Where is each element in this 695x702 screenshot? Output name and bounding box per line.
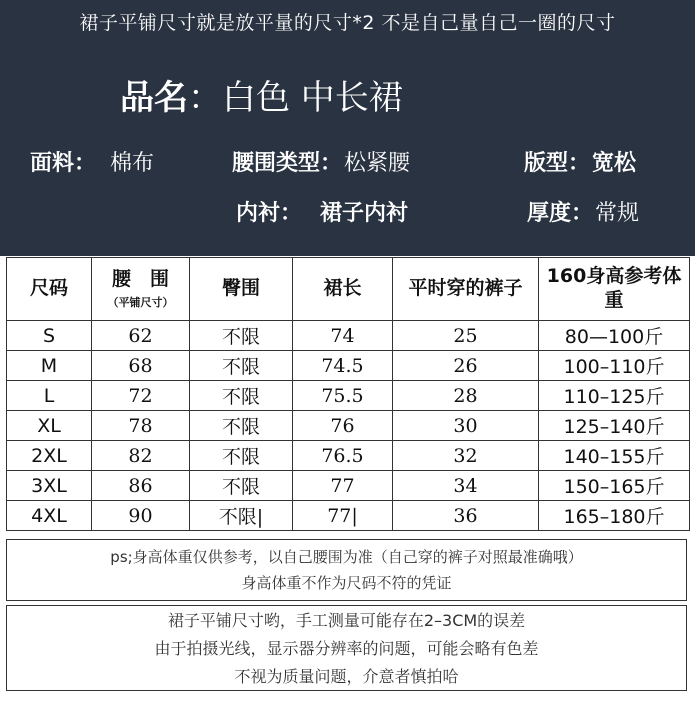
cell-length: 77| (293, 501, 393, 531)
cell-waist: 90 (92, 501, 190, 531)
header-waist-label: 腰 围 (111, 268, 169, 291)
disclaimer-box-1 (6, 539, 687, 601)
product-info-header (0, 0, 695, 256)
cell-waist: 82 (92, 441, 190, 471)
cell-hip: 不限 (190, 351, 293, 381)
cell-size: L (7, 381, 92, 411)
cell-size: M (7, 351, 92, 381)
header-size: 尺码 (7, 258, 92, 321)
header-hip: 臀围 (190, 258, 293, 321)
cell-length: 77 (293, 471, 393, 501)
cell-pants: 34 (393, 471, 539, 501)
fabric-value: 棉布 (110, 151, 155, 176)
cell-waist: 72 (92, 381, 190, 411)
lining-value: 裙子内衬 (320, 201, 409, 226)
cell-hip: 不限 (190, 441, 293, 471)
disclaimer-line-2: 身高体重不作为尺码不符的凭证 (241, 574, 452, 592)
cell-weight: 100–110斤 (539, 351, 690, 381)
cell-waist: 68 (92, 351, 190, 381)
cell-hip: 不限| (190, 501, 293, 531)
cell-waist: 62 (92, 321, 190, 351)
cell-length: 76 (293, 411, 393, 441)
header-waist (92, 258, 190, 321)
waist-type-value: 松紧腰 (344, 151, 411, 176)
table-row (7, 351, 690, 381)
cell-weight: 150–165斤 (539, 471, 690, 501)
product-name (120, 70, 403, 119)
cell-hip: 不限 (190, 471, 293, 501)
cell-size: S (7, 321, 92, 351)
disclaimer-box-2 (6, 605, 687, 691)
cell-length: 74 (293, 321, 393, 351)
measurement-notice: 裙子平铺尺寸就是放平量的尺寸*2 不是自己量自己一圈的尺寸 (79, 12, 616, 34)
cell-size: XL (7, 411, 92, 441)
fabric-attr (30, 146, 154, 177)
cell-waist: 86 (92, 471, 190, 501)
table-header-row (7, 258, 690, 321)
cell-pants: 30 (393, 411, 539, 441)
table-row (7, 411, 690, 441)
fit-label: 版型： (524, 151, 591, 176)
cell-weight: 125–140斤 (539, 411, 690, 441)
cell-hip: 不限 (190, 411, 293, 441)
cell-waist: 78 (92, 411, 190, 441)
cell-size: 2XL (7, 441, 92, 471)
fit-value: 宽松 (592, 151, 637, 176)
cell-weight: 110–125斤 (539, 381, 690, 411)
cell-hip: 不限 (190, 381, 293, 411)
product-name-value: ：白色 中长裙 (188, 78, 403, 118)
fit-attr (524, 146, 636, 177)
size-chart-table (6, 257, 690, 531)
header-weight: 160身高参考体重 (539, 258, 690, 321)
cell-hip: 不限 (190, 321, 293, 351)
cell-size: 3XL (7, 471, 92, 501)
waist-type-attr (232, 146, 410, 177)
waist-type-label: 腰围类型： (232, 151, 343, 176)
table-row (7, 381, 690, 411)
cell-weight: 140–155斤 (539, 441, 690, 471)
cell-length: 76.5 (293, 441, 393, 471)
disclaimer-line-3: 裙子平铺尺寸哟，手工测量可能存在2–3CM的误差 (167, 611, 526, 630)
header-waist-sub: （平铺尺寸） (107, 296, 174, 309)
cell-weight: 165–180斤 (539, 501, 690, 531)
lining-label: 内衬： (236, 201, 303, 226)
lining-attr (236, 196, 408, 227)
table-row (7, 471, 690, 501)
disclaimer-line-4: 由于拍摄光线，显示器分辨率的问题，可能会略有色差 (154, 639, 539, 658)
thickness-value: 常规 (595, 201, 640, 226)
fabric-label: 面料： (30, 151, 97, 176)
cell-length: 75.5 (293, 381, 393, 411)
cell-pants: 28 (393, 381, 539, 411)
disclaimer-line-1: ps;身高体重仅供参考，以自己腰围为准（自己穿的裤子对照最准确哦） (110, 548, 583, 566)
disclaimer-line-5: 不视为质量问题，介意者慎拍哈 (234, 667, 459, 686)
cell-weight: 80—100斤 (539, 321, 690, 351)
cell-size: 4XL (7, 501, 92, 531)
cell-pants: 36 (393, 501, 539, 531)
cell-pants: 32 (393, 441, 539, 471)
cell-pants: 26 (393, 351, 539, 381)
product-name-label: 品名 (120, 78, 188, 118)
cell-length: 74.5 (293, 351, 393, 381)
cell-pants: 25 (393, 321, 539, 351)
table-row (7, 501, 690, 531)
header-pants: 平时穿的裤子 (393, 258, 539, 321)
thickness-label: 厚度： (527, 201, 594, 226)
header-length: 裙长 (293, 258, 393, 321)
table-row (7, 321, 690, 351)
thickness-attr (527, 196, 639, 227)
table-row (7, 441, 690, 471)
